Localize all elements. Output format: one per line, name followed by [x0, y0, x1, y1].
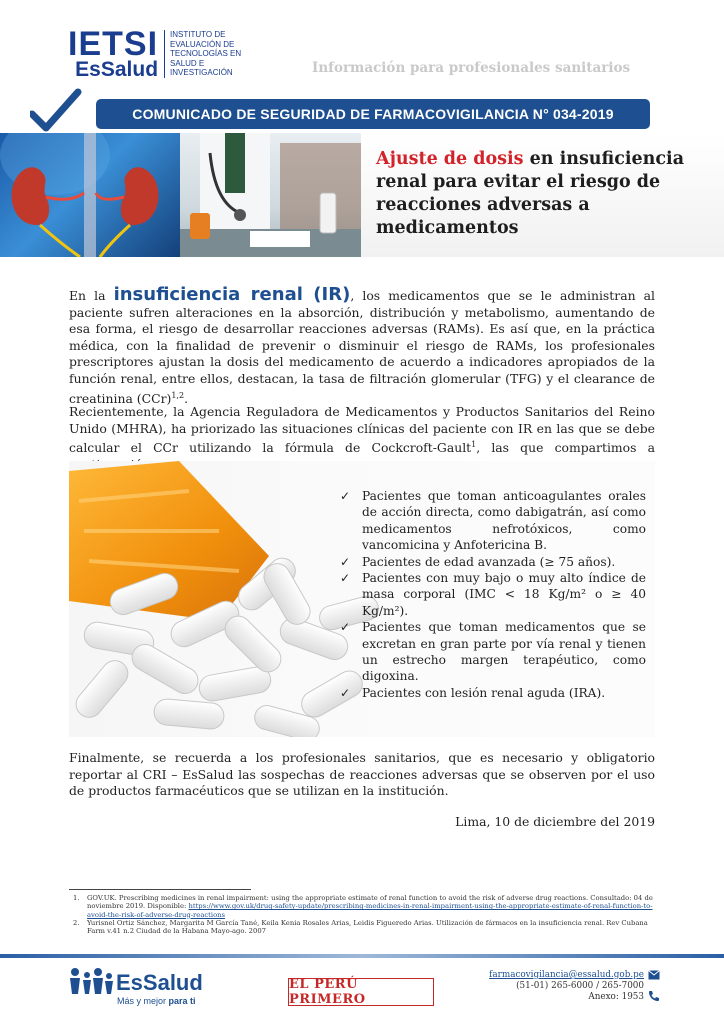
institute-line: SALUD E — [170, 58, 205, 68]
footnote-number: 1. — [73, 894, 80, 902]
institute-line: TECNOLOGÍAS EN — [170, 49, 242, 58]
clinical-situations-list — [336, 488, 646, 701]
list-item — [336, 619, 646, 685]
contact-phone: (51-01) 265-6000 / 265-7000 — [516, 981, 644, 991]
intro-text: , los medicamentos que se le administran al paciente sufren alteraciones en la absorción, distribución y metabolismo, aumentando de esa forma, el riesgo de desarrollar reacciones adversas (RAMs). Es así que, en la práctica médica, con la finalidad de prevenir o disminuir el riesgo de RAMs, los profesionales prescriptores ajustan la dosis del medicamento de acuerdo a indicadores apropiados de la función renal, entre ellos, destacan, la tasa de filtración glomerular (TFG) y el clearance de creatinina (CCr) — [69, 288, 655, 406]
institute-line: INVESTIGACIÓN — [170, 68, 233, 77]
hero-title — [376, 148, 706, 240]
check-mark-icon: ✓ — [340, 685, 351, 700]
check-mark-icon: ✓ — [340, 620, 351, 635]
intro-start: En la — [69, 288, 114, 303]
phone-icon — [648, 990, 660, 1002]
list-item — [336, 570, 646, 619]
institute-line: INSTITUTO DE — [170, 30, 226, 39]
page-tagline: Información para profesionales sanitarios — [312, 60, 631, 76]
list-item-text: Pacientes de edad avanzada (≥ 75 años). — [362, 554, 616, 569]
campaign-logo: EL PERÚ PRIMERO — [288, 978, 434, 1006]
footnote-item — [69, 919, 657, 936]
email-icon — [648, 970, 660, 980]
contact-info — [489, 970, 644, 1003]
institute-name — [170, 30, 241, 78]
citation-superscript: 1 — [471, 440, 477, 450]
slogan-bold: para ti — [168, 996, 196, 1006]
footnotes — [69, 894, 657, 935]
check-mark-icon: ✓ — [340, 571, 351, 586]
contact-annex: Anexo: 1953 — [588, 992, 644, 1002]
logo-main-text: IETSI — [68, 25, 159, 63]
intro-end: . — [184, 390, 189, 406]
footnote-text: Yurisnel Ortiz Sánchez, Margarita M García Tané, Keila Kenia Rosales Arias, Leidis Figueredo Arias. Utilización de fármacos en la insuficiencia renal. Rev Cubana Farm v.41 n.2 Ciudad de la Habana Mayo-ago. 2007 — [87, 918, 648, 936]
contact-email[interactable]: farmacovigilancia@essalud.gob.pe — [489, 970, 644, 980]
renal-insufficiency-term: insuficiencia renal (IR) — [113, 284, 351, 305]
check-mark-icon: ✓ — [340, 489, 351, 503]
bulletin-title: COMUNICADO DE SEGURIDAD DE FARMACOVIGILANCIA N° 034-2019 — [132, 106, 614, 122]
check-mark-icon: ✓ — [340, 554, 351, 569]
footer-slogan — [117, 996, 196, 1006]
footnote-divider — [69, 889, 251, 890]
issue-date: Lima, 10 de diciembre del 2019 — [455, 814, 655, 829]
ietsi-logo — [68, 25, 242, 81]
logo-sub-text: EsSalud — [75, 58, 159, 81]
hero-title-highlight: Ajuste de dosis — [376, 149, 524, 169]
mhra-text: Recientemente, la Agencia Reguladora de Medicamentos y Productos Sanitarios del Reino Unido (MHRA), ha priorizado las situaciones clínicas del paciente con IR en las que se debe calcular el CCr utilizando la fórmula de Cockcroft-Gault — [69, 404, 655, 456]
slogan-start: Más y mejor — [117, 996, 169, 1006]
contact-icons — [648, 970, 660, 1002]
checkmark-icon — [30, 88, 82, 136]
institute-line: EVALUACIÓN DE — [170, 39, 235, 49]
footer-brand: EsSalud — [116, 970, 203, 995]
footnote-number: 2. — [73, 918, 80, 927]
list-item — [336, 554, 646, 570]
hero-title-rest: en insuficiencia renal para evitar el riesgo de reacciones adversas a medicamentos — [376, 149, 685, 238]
list-item-text: Pacientes que toman medicamentos que se excretan en gran parte por vía renal y tienen un estrecho margen terapéutico, como digoxina. — [362, 620, 646, 684]
footnote-item — [69, 894, 657, 919]
footer-divider — [0, 954, 724, 958]
citation-superscript: 1,2 — [171, 390, 185, 400]
closing-paragraph: Finalmente, se recuerda a los profesionales sanitarios, que es necesario y obligatorio reportar al CRI – EsSalud las sospechas de reacciones adversas que se observen por el uso de productos farmacéuticos que se utilizan en la institución. — [69, 750, 655, 799]
logo-divider — [164, 30, 165, 78]
footnote-text: GOV.UK. Prescribing medicines in renal impairment: using the appropriate estimate of renal function to avoid the risk of adverse drug reactions. Consultado: 04 de noviembre 2019. Disponible: — [87, 894, 653, 911]
list-item — [336, 685, 646, 701]
intro-paragraph — [69, 284, 655, 407]
list-item-text: Pacientes que toman anticoagulantes orales de acción directa, como dabigatrán, así como medicamentos nefrotóxicos, como vancomicina y Anfotericina B. — [362, 489, 646, 553]
kidney-illustration — [0, 133, 180, 257]
doctor-photo — [180, 133, 361, 257]
list-item — [336, 488, 646, 554]
family-logo-icon — [68, 966, 114, 996]
list-item-text: Pacientes con lesión renal aguda (IRA). — [362, 685, 606, 700]
footnote-link[interactable]: https://www.gov.uk/drug-safety-update/prescribing-medicines-in-renal-impairment-using-the-appropriate-estimate-of-renal-function-to-avoid-the-risk-of-adverse-drug-reactions — [87, 902, 653, 919]
bulletin-banner — [96, 99, 650, 129]
mhra-end: , las que compartimos a — [476, 440, 656, 456]
list-item-text: Pacientes con muy bajo o muy alto índice de masa corporal (IMC < 18 Kg/m² o ≥ 40 Kg/m²). — [362, 571, 646, 618]
